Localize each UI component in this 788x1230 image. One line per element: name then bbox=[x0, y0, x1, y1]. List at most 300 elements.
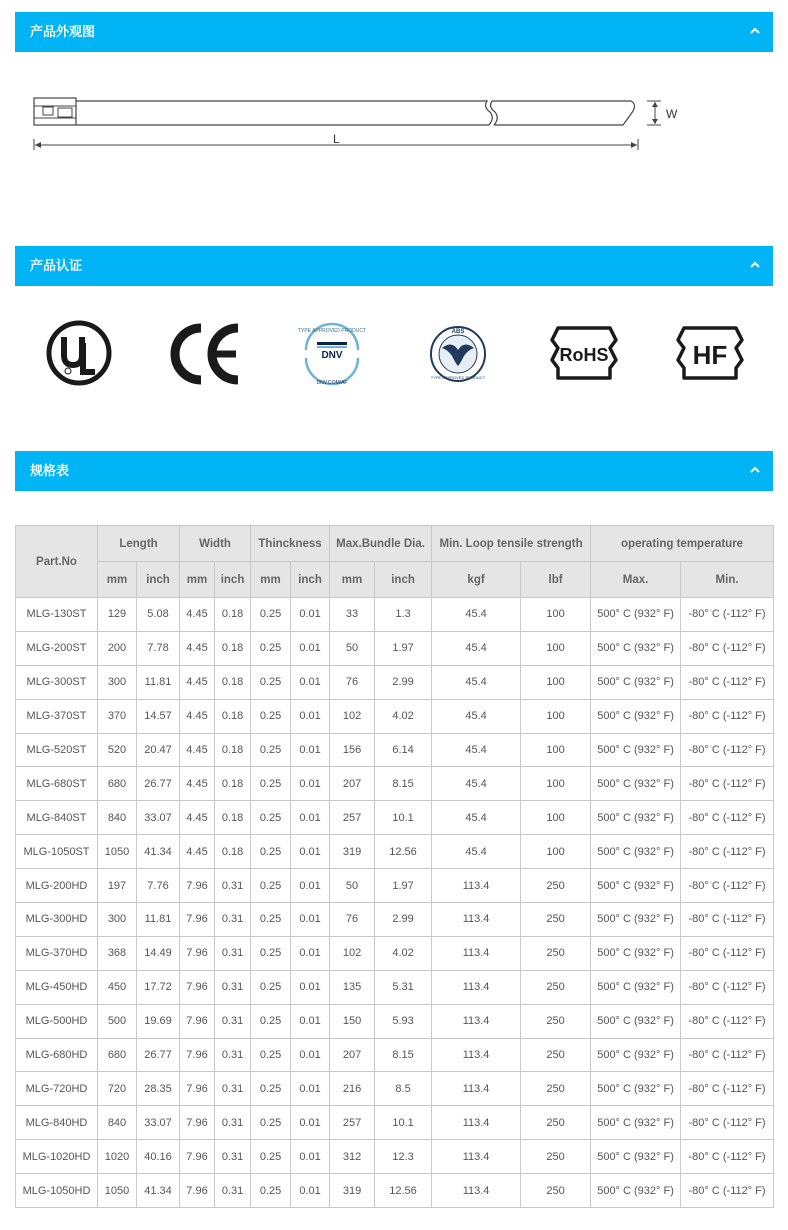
cell-thickness-inch: 0.01 bbox=[291, 665, 330, 699]
cell-thickness-mm: 0.25 bbox=[251, 970, 291, 1004]
th-bundle-inch: inch bbox=[375, 562, 432, 598]
th-tensile-lbf: lbf bbox=[521, 562, 591, 598]
cell-tensile-kgf: 113.4 bbox=[432, 1174, 521, 1208]
cell-width-mm: 7.96 bbox=[180, 1004, 215, 1038]
cell-bundle-mm: 319 bbox=[330, 835, 375, 869]
cell-tensile-kgf: 113.4 bbox=[432, 1038, 521, 1072]
cell-part-no: MLG-1050HD bbox=[16, 1174, 98, 1208]
cell-temp-max: 500° C (932° F) bbox=[591, 1004, 681, 1038]
cell-length-inch: 28.35 bbox=[137, 1072, 180, 1106]
dnv-ring-text: TYPE APPROVED PRODUCT bbox=[297, 328, 367, 334]
cell-bundle-mm: 319 bbox=[330, 1174, 375, 1208]
th-tensile-kgf: kgf bbox=[432, 562, 521, 598]
cell-temp-max: 500° C (932° F) bbox=[591, 699, 681, 733]
cell-length-inch: 33.07 bbox=[137, 1106, 180, 1140]
cell-temp-min: -80° C (-112° F) bbox=[681, 1106, 774, 1140]
cell-temp-max: 500° C (932° F) bbox=[591, 801, 681, 835]
cell-thickness-inch: 0.01 bbox=[291, 631, 330, 665]
hf-text: HF bbox=[692, 340, 728, 370]
cell-bundle-inch: 8.15 bbox=[375, 767, 432, 801]
cell-bundle-mm: 135 bbox=[330, 970, 375, 1004]
cell-length-inch: 14.57 bbox=[137, 699, 180, 733]
header-row bbox=[16, 526, 774, 562]
th-temp-max: Max. bbox=[591, 562, 681, 598]
table-row bbox=[16, 936, 774, 970]
cell-length-inch: 20.47 bbox=[137, 733, 180, 767]
cell-tensile-kgf: 113.4 bbox=[432, 903, 521, 937]
cell-thickness-inch: 0.01 bbox=[291, 1038, 330, 1072]
cell-width-mm: 4.45 bbox=[180, 801, 215, 835]
cell-width-mm: 7.96 bbox=[180, 1174, 215, 1208]
cell-length-inch: 19.69 bbox=[137, 1004, 180, 1038]
section-header-certification[interactable] bbox=[15, 246, 773, 286]
cell-temp-min: -80° C (-112° F) bbox=[681, 835, 774, 869]
cell-thickness-inch: 0.01 bbox=[291, 936, 330, 970]
cell-tensile-lbf: 250 bbox=[521, 1072, 591, 1106]
cell-part-no: MLG-300ST bbox=[16, 665, 98, 699]
cell-width-inch: 0.31 bbox=[215, 1174, 251, 1208]
cell-thickness-inch: 0.01 bbox=[291, 1072, 330, 1106]
cell-thickness-inch: 0.01 bbox=[291, 1106, 330, 1140]
th-thickness: Thinckness bbox=[251, 526, 330, 562]
section-title: 规格表 bbox=[30, 463, 70, 478]
cell-length-mm: 200 bbox=[98, 631, 137, 665]
rohs-text: RoHS bbox=[559, 345, 609, 365]
cell-temp-min: -80° C (-112° F) bbox=[681, 903, 774, 937]
cell-bundle-mm: 76 bbox=[330, 665, 375, 699]
cell-width-mm: 4.45 bbox=[180, 835, 215, 869]
cell-width-mm: 4.45 bbox=[180, 767, 215, 801]
abs-text: ABS bbox=[451, 329, 465, 335]
cell-temp-min: -80° C (-112° F) bbox=[681, 631, 774, 665]
cell-temp-max: 500° C (932° F) bbox=[591, 903, 681, 937]
cell-tensile-kgf: 113.4 bbox=[432, 1106, 521, 1140]
chevron-up-icon[interactable] bbox=[749, 464, 761, 476]
table-row bbox=[16, 869, 774, 903]
cell-width-inch: 0.18 bbox=[215, 699, 251, 733]
cell-bundle-mm: 207 bbox=[330, 767, 375, 801]
cell-part-no: MLG-680ST bbox=[16, 767, 98, 801]
cell-tensile-kgf: 45.4 bbox=[432, 598, 521, 632]
cell-tensile-lbf: 250 bbox=[521, 970, 591, 1004]
cell-thickness-mm: 0.25 bbox=[251, 767, 291, 801]
cell-thickness-mm: 0.25 bbox=[251, 1140, 291, 1174]
cell-tensile-lbf: 100 bbox=[521, 665, 591, 699]
cell-tensile-kgf: 113.4 bbox=[432, 869, 521, 903]
cell-temp-max: 500° C (932° F) bbox=[591, 1072, 681, 1106]
ce-logo bbox=[166, 318, 246, 390]
cell-length-inch: 41.34 bbox=[137, 1174, 180, 1208]
cell-width-inch: 0.31 bbox=[215, 869, 251, 903]
cell-tensile-lbf: 100 bbox=[521, 801, 591, 835]
cell-bundle-inch: 1.97 bbox=[375, 631, 432, 665]
spec-table-body bbox=[16, 598, 774, 1208]
cell-bundle-inch: 4.02 bbox=[375, 936, 432, 970]
cell-temp-min: -80° C (-112° F) bbox=[681, 1038, 774, 1072]
cell-bundle-mm: 312 bbox=[330, 1140, 375, 1174]
cell-temp-min: -80° C (-112° F) bbox=[681, 801, 774, 835]
cell-bundle-mm: 207 bbox=[330, 1038, 375, 1072]
table-row bbox=[16, 1140, 774, 1174]
th-bundle: Max.Bundle Dia. bbox=[330, 526, 432, 562]
cell-tensile-lbf: 250 bbox=[521, 1004, 591, 1038]
cell-part-no: MLG-300HD bbox=[16, 903, 98, 937]
cell-temp-min: -80° C (-112° F) bbox=[681, 699, 774, 733]
length-label: L bbox=[333, 132, 340, 146]
table-row bbox=[16, 1174, 774, 1208]
cell-temp-min: -80° C (-112° F) bbox=[681, 1072, 774, 1106]
cell-part-no: MLG-680HD bbox=[16, 1038, 98, 1072]
cell-tensile-lbf: 250 bbox=[521, 1038, 591, 1072]
cell-temp-max: 500° C (932° F) bbox=[591, 598, 681, 632]
cell-thickness-mm: 0.25 bbox=[251, 903, 291, 937]
dnv-text: DNV bbox=[321, 350, 343, 361]
cell-thickness-mm: 0.25 bbox=[251, 733, 291, 767]
cell-width-mm: 7.96 bbox=[180, 1140, 215, 1174]
cell-tensile-lbf: 250 bbox=[521, 1106, 591, 1140]
table-row bbox=[16, 767, 774, 801]
cell-thickness-inch: 0.01 bbox=[291, 970, 330, 1004]
cell-width-inch: 0.31 bbox=[215, 1106, 251, 1140]
cell-bundle-mm: 76 bbox=[330, 903, 375, 937]
cell-thickness-inch: 0.01 bbox=[291, 903, 330, 937]
cell-bundle-inch: 10.1 bbox=[375, 801, 432, 835]
cell-width-inch: 0.31 bbox=[215, 1038, 251, 1072]
cell-thickness-inch: 0.01 bbox=[291, 733, 330, 767]
cell-part-no: MLG-130ST bbox=[16, 598, 98, 632]
cell-part-no: MLG-370HD bbox=[16, 936, 98, 970]
cell-tensile-lbf: 250 bbox=[521, 869, 591, 903]
cell-thickness-mm: 0.25 bbox=[251, 631, 291, 665]
cell-tensile-kgf: 113.4 bbox=[432, 1004, 521, 1038]
tie-head bbox=[34, 98, 76, 125]
abs-logo bbox=[418, 318, 498, 390]
cell-width-mm: 7.96 bbox=[180, 936, 215, 970]
cell-length-inch: 26.77 bbox=[137, 1038, 180, 1072]
cell-length-inch: 7.78 bbox=[137, 631, 180, 665]
cell-tensile-kgf: 45.4 bbox=[432, 631, 521, 665]
cell-tensile-lbf: 250 bbox=[521, 936, 591, 970]
cell-thickness-inch: 0.01 bbox=[291, 869, 330, 903]
cell-part-no: MLG-840HD bbox=[16, 1106, 98, 1140]
table-row bbox=[16, 1038, 774, 1072]
cell-thickness-mm: 0.25 bbox=[251, 1174, 291, 1208]
tie-strap-right bbox=[492, 101, 635, 125]
cell-tensile-lbf: 100 bbox=[521, 699, 591, 733]
cell-tensile-lbf: 250 bbox=[521, 1140, 591, 1174]
cell-width-mm: 4.45 bbox=[180, 699, 215, 733]
table-row bbox=[16, 1106, 774, 1140]
cell-thickness-inch: 0.01 bbox=[291, 598, 330, 632]
cell-thickness-mm: 0.25 bbox=[251, 1072, 291, 1106]
cell-tensile-kgf: 45.4 bbox=[432, 767, 521, 801]
th-bundle-mm: mm bbox=[330, 562, 375, 598]
cell-tensile-lbf: 100 bbox=[521, 835, 591, 869]
cell-bundle-mm: 102 bbox=[330, 936, 375, 970]
cell-temp-min: -80° C (-112° F) bbox=[681, 869, 774, 903]
cell-length-mm: 370 bbox=[98, 699, 137, 733]
cell-length-inch: 5.08 bbox=[137, 598, 180, 632]
cell-tensile-kgf: 113.4 bbox=[432, 1140, 521, 1174]
th-temp-min: Min. bbox=[681, 562, 774, 598]
cell-thickness-mm: 0.25 bbox=[251, 699, 291, 733]
cell-tensile-kgf: 113.4 bbox=[432, 936, 521, 970]
cell-width-inch: 0.18 bbox=[215, 733, 251, 767]
cell-length-inch: 26.77 bbox=[137, 767, 180, 801]
th-tensile: Min. Loop tensile strength bbox=[432, 526, 591, 562]
table-row bbox=[16, 665, 774, 699]
cell-part-no: MLG-370ST bbox=[16, 699, 98, 733]
certification-logos bbox=[15, 318, 773, 390]
cell-part-no: MLG-720HD bbox=[16, 1072, 98, 1106]
cell-temp-max: 500° C (932° F) bbox=[591, 665, 681, 699]
cell-bundle-mm: 257 bbox=[330, 1106, 375, 1140]
cell-width-inch: 0.18 bbox=[215, 598, 251, 632]
cell-bundle-inch: 8.15 bbox=[375, 1038, 432, 1072]
cell-tensile-lbf: 250 bbox=[521, 1174, 591, 1208]
cell-length-mm: 197 bbox=[98, 869, 137, 903]
cell-length-mm: 1020 bbox=[98, 1140, 137, 1174]
table-row bbox=[16, 835, 774, 869]
cell-bundle-mm: 156 bbox=[330, 733, 375, 767]
cell-tensile-kgf: 45.4 bbox=[432, 835, 521, 869]
cell-length-mm: 300 bbox=[98, 665, 137, 699]
cell-length-mm: 680 bbox=[98, 1038, 137, 1072]
chevron-up-icon[interactable] bbox=[749, 259, 761, 271]
cell-part-no: MLG-450HD bbox=[16, 970, 98, 1004]
cell-thickness-mm: 0.25 bbox=[251, 665, 291, 699]
section-header-appearance[interactable] bbox=[15, 12, 773, 52]
cell-width-inch: 0.31 bbox=[215, 970, 251, 1004]
cell-temp-min: -80° C (-112° F) bbox=[681, 665, 774, 699]
dnv-footer: DNV.COM/AF bbox=[316, 380, 348, 386]
cell-temp-max: 500° C (932° F) bbox=[591, 936, 681, 970]
cell-bundle-mm: 50 bbox=[330, 631, 375, 665]
cell-temp-min: -80° C (-112° F) bbox=[681, 1004, 774, 1038]
cell-bundle-inch: 6.14 bbox=[375, 733, 432, 767]
ul-logo bbox=[39, 318, 119, 390]
table-row bbox=[16, 801, 774, 835]
cell-temp-max: 500° C (932° F) bbox=[591, 631, 681, 665]
cell-bundle-mm: 216 bbox=[330, 1072, 375, 1106]
cell-part-no: MLG-840ST bbox=[16, 801, 98, 835]
cell-length-mm: 500 bbox=[98, 1004, 137, 1038]
cell-bundle-inch: 1.3 bbox=[375, 598, 432, 632]
cell-temp-max: 500° C (932° F) bbox=[591, 869, 681, 903]
table-row bbox=[16, 970, 774, 1004]
hf-logo bbox=[670, 318, 750, 390]
cell-width-mm: 7.96 bbox=[180, 1038, 215, 1072]
cell-width-inch: 0.31 bbox=[215, 936, 251, 970]
dnv-logo bbox=[292, 318, 372, 390]
cell-width-mm: 7.96 bbox=[180, 869, 215, 903]
cell-length-mm: 1050 bbox=[98, 835, 137, 869]
cell-width-inch: 0.31 bbox=[215, 1140, 251, 1174]
cell-tensile-kgf: 45.4 bbox=[432, 699, 521, 733]
cell-width-mm: 4.45 bbox=[180, 631, 215, 665]
cell-length-inch: 7.76 bbox=[137, 869, 180, 903]
tie-strap-left bbox=[76, 101, 492, 125]
cell-width-inch: 0.18 bbox=[215, 835, 251, 869]
cell-thickness-mm: 0.25 bbox=[251, 936, 291, 970]
cable-tie-diagram bbox=[25, 88, 705, 158]
cell-temp-max: 500° C (932° F) bbox=[591, 1140, 681, 1174]
cell-temp-max: 500° C (932° F) bbox=[591, 970, 681, 1004]
cell-thickness-inch: 0.01 bbox=[291, 767, 330, 801]
cell-length-mm: 680 bbox=[98, 767, 137, 801]
chevron-up-icon[interactable] bbox=[749, 25, 761, 37]
cell-temp-min: -80° C (-112° F) bbox=[681, 1140, 774, 1174]
th-width: Width bbox=[180, 526, 251, 562]
table-row bbox=[16, 1072, 774, 1106]
cell-bundle-inch: 5.31 bbox=[375, 970, 432, 1004]
cell-bundle-inch: 10.1 bbox=[375, 1106, 432, 1140]
cell-length-inch: 41.34 bbox=[137, 835, 180, 869]
cell-bundle-inch: 2.99 bbox=[375, 665, 432, 699]
cell-temp-min: -80° C (-112° F) bbox=[681, 1174, 774, 1208]
cell-thickness-mm: 0.25 bbox=[251, 835, 291, 869]
th-temperature: operating temperature bbox=[591, 526, 774, 562]
cell-thickness-mm: 0.25 bbox=[251, 869, 291, 903]
cell-bundle-inch: 2.99 bbox=[375, 903, 432, 937]
cell-length-inch: 11.81 bbox=[137, 903, 180, 937]
cell-part-no: MLG-1050ST bbox=[16, 835, 98, 869]
cell-bundle-mm: 102 bbox=[330, 699, 375, 733]
cell-bundle-mm: 257 bbox=[330, 801, 375, 835]
cell-length-mm: 129 bbox=[98, 598, 137, 632]
cell-tensile-lbf: 100 bbox=[521, 767, 591, 801]
cell-width-inch: 0.31 bbox=[215, 1072, 251, 1106]
cell-length-mm: 450 bbox=[98, 970, 137, 1004]
th-thickness-inch: inch bbox=[291, 562, 330, 598]
table-row bbox=[16, 1004, 774, 1038]
cell-tensile-kgf: 113.4 bbox=[432, 1072, 521, 1106]
cell-width-inch: 0.18 bbox=[215, 767, 251, 801]
spec-table bbox=[15, 525, 774, 1208]
rohs-logo bbox=[544, 318, 624, 390]
cell-part-no: MLG-520ST bbox=[16, 733, 98, 767]
cell-width-inch: 0.31 bbox=[215, 1004, 251, 1038]
cell-temp-max: 500° C (932° F) bbox=[591, 1174, 681, 1208]
cell-thickness-mm: 0.25 bbox=[251, 598, 291, 632]
cell-bundle-inch: 4.02 bbox=[375, 699, 432, 733]
cell-temp-max: 500° C (932° F) bbox=[591, 1106, 681, 1140]
cell-temp-min: -80° C (-112° F) bbox=[681, 970, 774, 1004]
table-row bbox=[16, 733, 774, 767]
cell-thickness-inch: 0.01 bbox=[291, 801, 330, 835]
subheader-row bbox=[16, 562, 774, 598]
table-row bbox=[16, 598, 774, 632]
cell-length-mm: 368 bbox=[98, 936, 137, 970]
cell-length-inch: 14.49 bbox=[137, 936, 180, 970]
cell-thickness-inch: 0.01 bbox=[291, 699, 330, 733]
cell-width-inch: 0.18 bbox=[215, 665, 251, 699]
th-thickness-mm: mm bbox=[251, 562, 291, 598]
cell-bundle-inch: 12.3 bbox=[375, 1140, 432, 1174]
cell-temp-min: -80° C (-112° F) bbox=[681, 598, 774, 632]
cell-thickness-mm: 0.25 bbox=[251, 801, 291, 835]
cell-width-inch: 0.31 bbox=[215, 903, 251, 937]
cell-bundle-mm: 33 bbox=[330, 598, 375, 632]
cell-bundle-inch: 12.56 bbox=[375, 835, 432, 869]
cell-bundle-mm: 50 bbox=[330, 869, 375, 903]
th-length-mm: mm bbox=[98, 562, 137, 598]
abs-ring-text: TYPE APPROVED PRODUCT bbox=[430, 375, 486, 380]
th-width-inch: inch bbox=[215, 562, 251, 598]
cell-width-inch: 0.18 bbox=[215, 631, 251, 665]
th-length: Length bbox=[98, 526, 180, 562]
width-label: W bbox=[666, 107, 678, 121]
section-header-spec[interactable] bbox=[15, 451, 773, 491]
cell-tensile-kgf: 45.4 bbox=[432, 801, 521, 835]
cell-temp-max: 500° C (932° F) bbox=[591, 1038, 681, 1072]
cell-part-no: MLG-1020HD bbox=[16, 1140, 98, 1174]
th-part-no: Part.No bbox=[16, 526, 98, 598]
cell-thickness-inch: 0.01 bbox=[291, 1174, 330, 1208]
cell-width-mm: 4.45 bbox=[180, 665, 215, 699]
section-title: 产品认证 bbox=[30, 258, 83, 273]
table-row bbox=[16, 631, 774, 665]
cell-length-inch: 33.07 bbox=[137, 801, 180, 835]
cell-width-mm: 4.45 bbox=[180, 733, 215, 767]
cell-width-mm: 7.96 bbox=[180, 1106, 215, 1140]
cell-part-no: MLG-500HD bbox=[16, 1004, 98, 1038]
cell-tensile-lbf: 100 bbox=[521, 733, 591, 767]
cell-temp-max: 500° C (932° F) bbox=[591, 733, 681, 767]
cell-bundle-inch: 12.56 bbox=[375, 1174, 432, 1208]
cell-bundle-mm: 150 bbox=[330, 1004, 375, 1038]
cell-length-inch: 40.16 bbox=[137, 1140, 180, 1174]
cell-width-mm: 7.96 bbox=[180, 1072, 215, 1106]
cell-length-inch: 17.72 bbox=[137, 970, 180, 1004]
cell-length-mm: 840 bbox=[98, 1106, 137, 1140]
cell-length-mm: 840 bbox=[98, 801, 137, 835]
cell-temp-max: 500° C (932° F) bbox=[591, 767, 681, 801]
cell-thickness-inch: 0.01 bbox=[291, 1140, 330, 1174]
cell-thickness-mm: 0.25 bbox=[251, 1038, 291, 1072]
cell-length-inch: 11.81 bbox=[137, 665, 180, 699]
cell-bundle-inch: 1.97 bbox=[375, 869, 432, 903]
cell-temp-min: -80° C (-112° F) bbox=[681, 936, 774, 970]
cell-width-mm: 4.45 bbox=[180, 598, 215, 632]
cell-width-mm: 7.96 bbox=[180, 970, 215, 1004]
cell-thickness-inch: 0.01 bbox=[291, 1004, 330, 1038]
cell-temp-max: 500° C (932° F) bbox=[591, 835, 681, 869]
cell-length-mm: 520 bbox=[98, 733, 137, 767]
cell-part-no: MLG-200ST bbox=[16, 631, 98, 665]
cell-width-mm: 7.96 bbox=[180, 903, 215, 937]
cell-thickness-mm: 0.25 bbox=[251, 1004, 291, 1038]
cell-temp-min: -80° C (-112° F) bbox=[681, 767, 774, 801]
cell-part-no: MLG-200HD bbox=[16, 869, 98, 903]
cell-tensile-lbf: 100 bbox=[521, 598, 591, 632]
cell-tensile-lbf: 250 bbox=[521, 903, 591, 937]
cell-thickness-mm: 0.25 bbox=[251, 1106, 291, 1140]
cell-tensile-kgf: 45.4 bbox=[432, 733, 521, 767]
cell-width-inch: 0.18 bbox=[215, 801, 251, 835]
th-width-mm: mm bbox=[180, 562, 215, 598]
th-length-inch: inch bbox=[137, 562, 180, 598]
cell-tensile-lbf: 100 bbox=[521, 631, 591, 665]
cell-bundle-inch: 5.93 bbox=[375, 1004, 432, 1038]
table-row bbox=[16, 903, 774, 937]
cell-tensile-kgf: 113.4 bbox=[432, 970, 521, 1004]
cell-length-mm: 720 bbox=[98, 1072, 137, 1106]
cell-temp-min: -80° C (-112° F) bbox=[681, 733, 774, 767]
cell-thickness-inch: 0.01 bbox=[291, 835, 330, 869]
cell-tensile-kgf: 45.4 bbox=[432, 665, 521, 699]
cell-length-mm: 300 bbox=[98, 903, 137, 937]
